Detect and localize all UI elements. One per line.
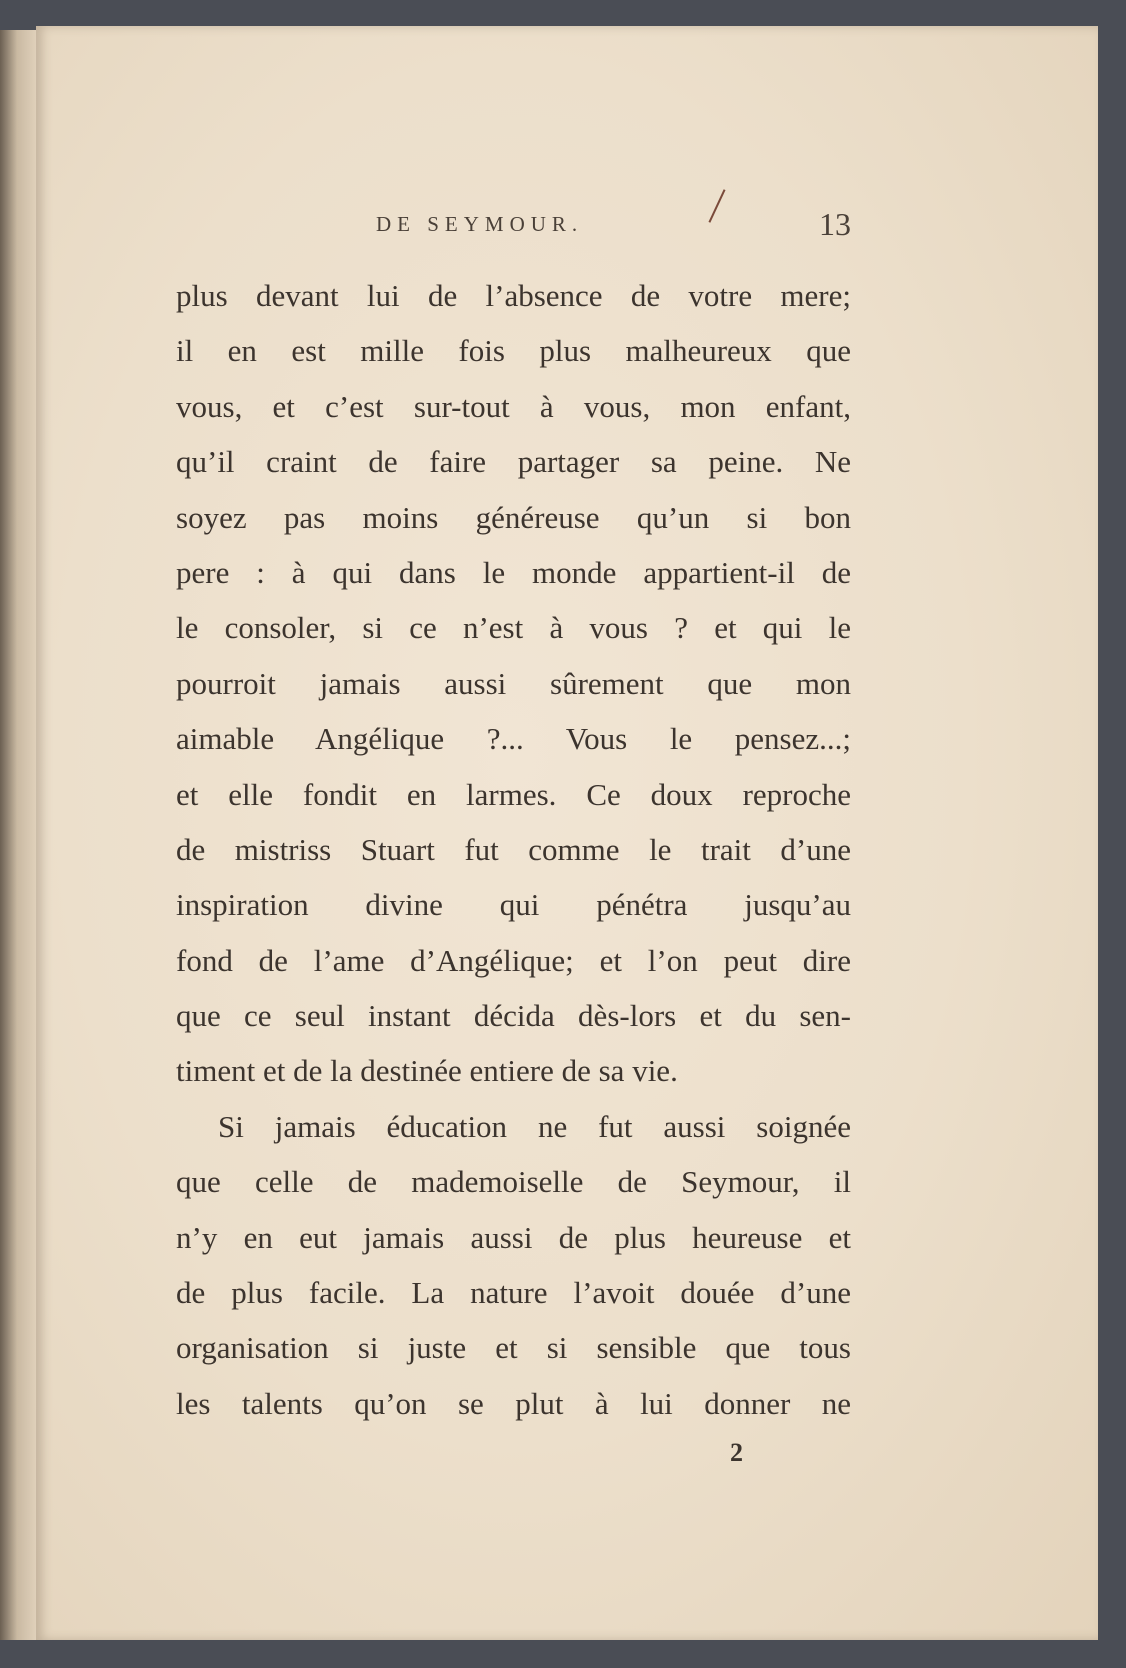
text-line: pourroit jamais aussi sûrement que mon [176,665,851,701]
text-line: plus devant lui de l’absence de votre mere; [176,278,851,313]
text-line: que celle de mademoiselle de Seymour, il [176,1164,851,1200]
text-line: de plus facile. La nature l’avoit douée d’une [176,1275,851,1311]
text-line: Si jamais éducation ne fut aussi soignée [218,1108,851,1144]
text-line: soyez pas moins généreuse qu’un si bon [176,499,851,535]
page-header [176,206,851,246]
text-line: et elle fondit en larmes. Ce doux reproche [176,776,851,812]
page-number: 13 [819,206,851,242]
text-line: le consoler, si ce n’est à vous ? et qui le [176,610,851,646]
body-text [176,268,851,1431]
signature-mark: 2 [730,1438,743,1467]
text-line: pere : à qui dans le monde appartient-il de [176,554,851,590]
text-line: vous, et c’est sur-tout à vous, mon enfant, [176,388,851,424]
text-line: les talents qu’on se plut à lui donner ne [176,1385,851,1421]
text-line: de mistriss Stuart fut comme le trait d’une [176,831,851,867]
text-line: inspiration divine qui pénétra jusqu’au [176,887,851,923]
text-line: fond de l’ame d’Angélique; et l’on peut dire [176,942,851,978]
text-line: organisation si juste et si sensible que tous [176,1330,851,1366]
text-line: n’y en eut jamais aussi de plus heureuse et [176,1219,851,1255]
text-line: qu’il craint de faire partager sa peine. Ne [176,444,851,480]
text-line: timent et de la destinée entiere de sa vie. [176,1053,678,1089]
text-line: aimable Angélique ?... Vous le pensez...; [176,721,851,757]
text-line: que ce seul instant décida dès-lors et du sen- [176,998,851,1034]
book-spine [0,30,38,1640]
running-title: DE SEYMOUR. [376,212,584,236]
text-line: il en est mille fois plus malheureux que [176,333,851,369]
